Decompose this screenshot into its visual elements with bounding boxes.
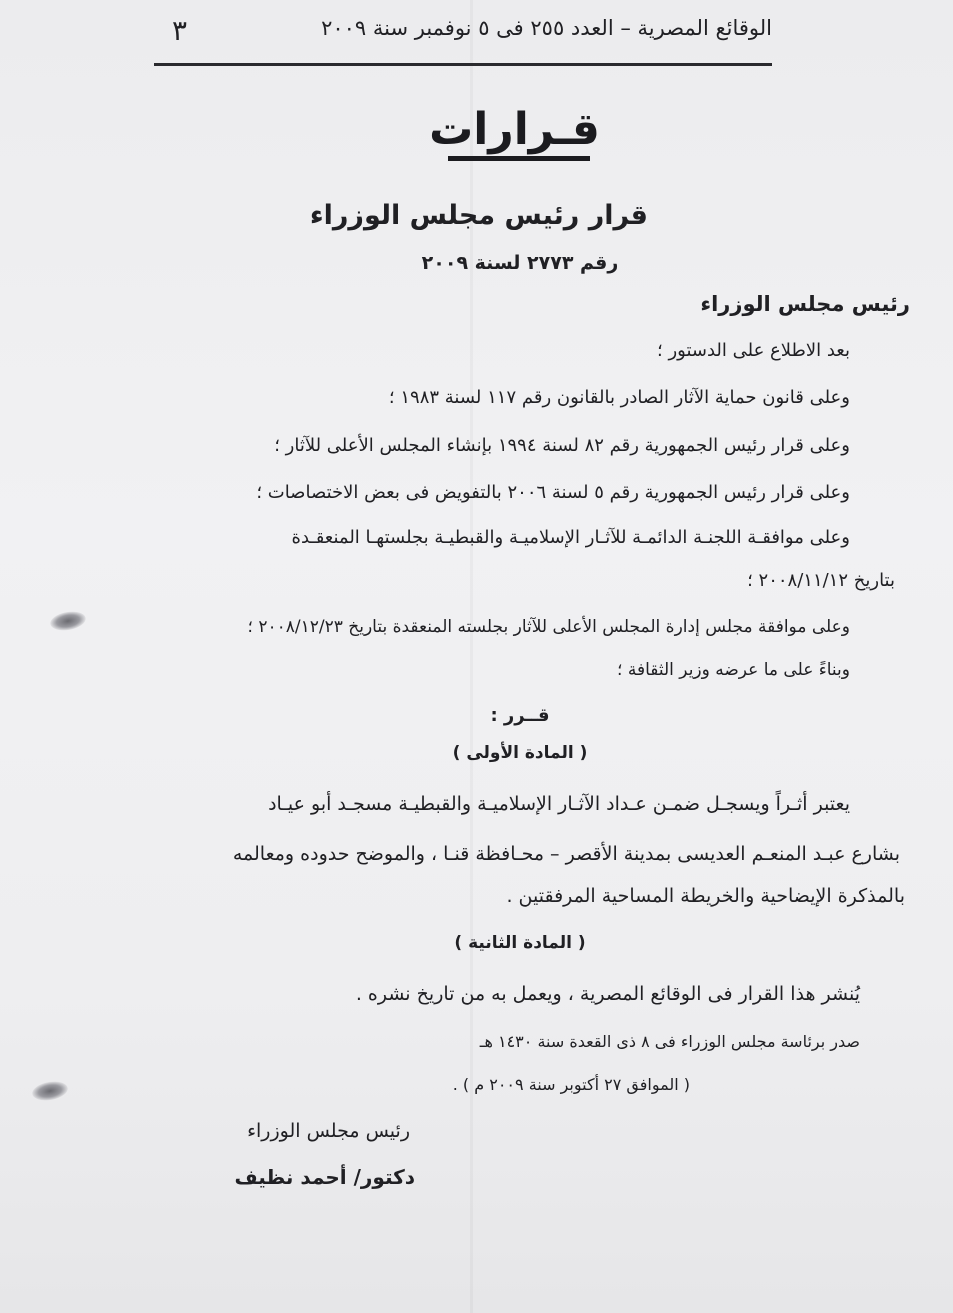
article-1-heading: ( المادة الأولى )	[452, 743, 588, 763]
section-title-underline	[448, 156, 590, 161]
preamble-line-4: وعلى قرار رئيس الجمهورية رقم ٥ لسنة ٢٠٠٦ بالتفويض فى بعض الاختصاصات ؛	[256, 482, 850, 503]
signature-title: رئيس مجلس الوزراء	[247, 1120, 410, 1142]
decree-number: رقم ٢٧٧٣ لسنة ٢٠٠٩	[421, 252, 619, 274]
preamble-line-7: وعلى موافقة مجلس إدارة المجلس الأعلى للآثار بجلسته المنعقدة بتاريخ ٢٠٠٨/١٢/٢٣ ؛	[247, 617, 850, 637]
header-rule	[154, 63, 772, 66]
preamble-line-1: بعد الاطلاع على الدستور ؛	[657, 340, 850, 361]
preamble-line-6: بتاريخ ٢٠٠٨/١١/١٢ ؛	[747, 570, 895, 591]
article-1-line-1: يعتبر أثـراً ويسجـل ضمـن عـداد الآثـار الإسلاميـة والقبطيـة مسجـد أبو عيـاد	[268, 793, 850, 815]
issued-line-1: صدر برئاسة مجلس الوزراء فى ٨ ذى القعدة سنة ١٤٣٠ هـ	[479, 1032, 860, 1051]
article-2-line-1: يُنشر هذا القرار فى الوقائع المصرية ، ويعمل به من تاريخ نشره .	[355, 983, 860, 1005]
article-1-line-2: بشارع عبـد المنعـم العديسى بمدينة الأقصر – محـافظة قنـا ، والموضح حدوده ومعالمه	[232, 843, 900, 865]
article-2-heading: ( المادة الثانية )	[454, 933, 586, 953]
article-1-line-3: بالمذكرة الإيضاحية والخريطة المساحية المرفقتين .	[506, 885, 905, 907]
page-number: ٣	[172, 14, 188, 47]
section-title: قـرارات	[429, 104, 600, 155]
decree-title: قرار رئيس مجلس الوزراء	[309, 200, 648, 231]
preamble-line-3: وعلى قرار رئيس الجمهورية رقم ٨٢ لسنة ١٩٩٤ بإنشاء المجلس الأعلى للآثار ؛	[274, 435, 850, 456]
paper-fold	[470, 0, 473, 1313]
preamble-line-5: وعلى موافقـة اللجنـة الدائمـة للآثـار الإسلاميـة والقبطيـة بجلستهـا المنعقـدة	[291, 527, 850, 548]
running-title: الوقائع المصرية – العدد ٢٥٥ فى ٥ نوفمبر سنة ٢٠٠٩	[321, 16, 772, 40]
issued-line-2: ( الموافق ٢٧ أكتوبر سنة ٢٠٠٩ م ) .	[452, 1075, 690, 1094]
decided-heading: قــرر :	[490, 705, 550, 726]
issuer-line: رئيس مجلس الوزراء	[700, 292, 910, 316]
margin-pen-mark-1	[49, 609, 88, 633]
preamble-line-8: وبناءً على ما عرضه وزير الثقافة ؛	[617, 660, 850, 680]
preamble-line-2: وعلى قانون حماية الآثار الصادر بالقانون رقم ١١٧ لسنة ١٩٨٣ ؛	[388, 387, 850, 408]
signature-name: دكتور/ أحمد نظيف	[234, 1165, 415, 1189]
margin-pen-mark-2	[31, 1079, 70, 1103]
